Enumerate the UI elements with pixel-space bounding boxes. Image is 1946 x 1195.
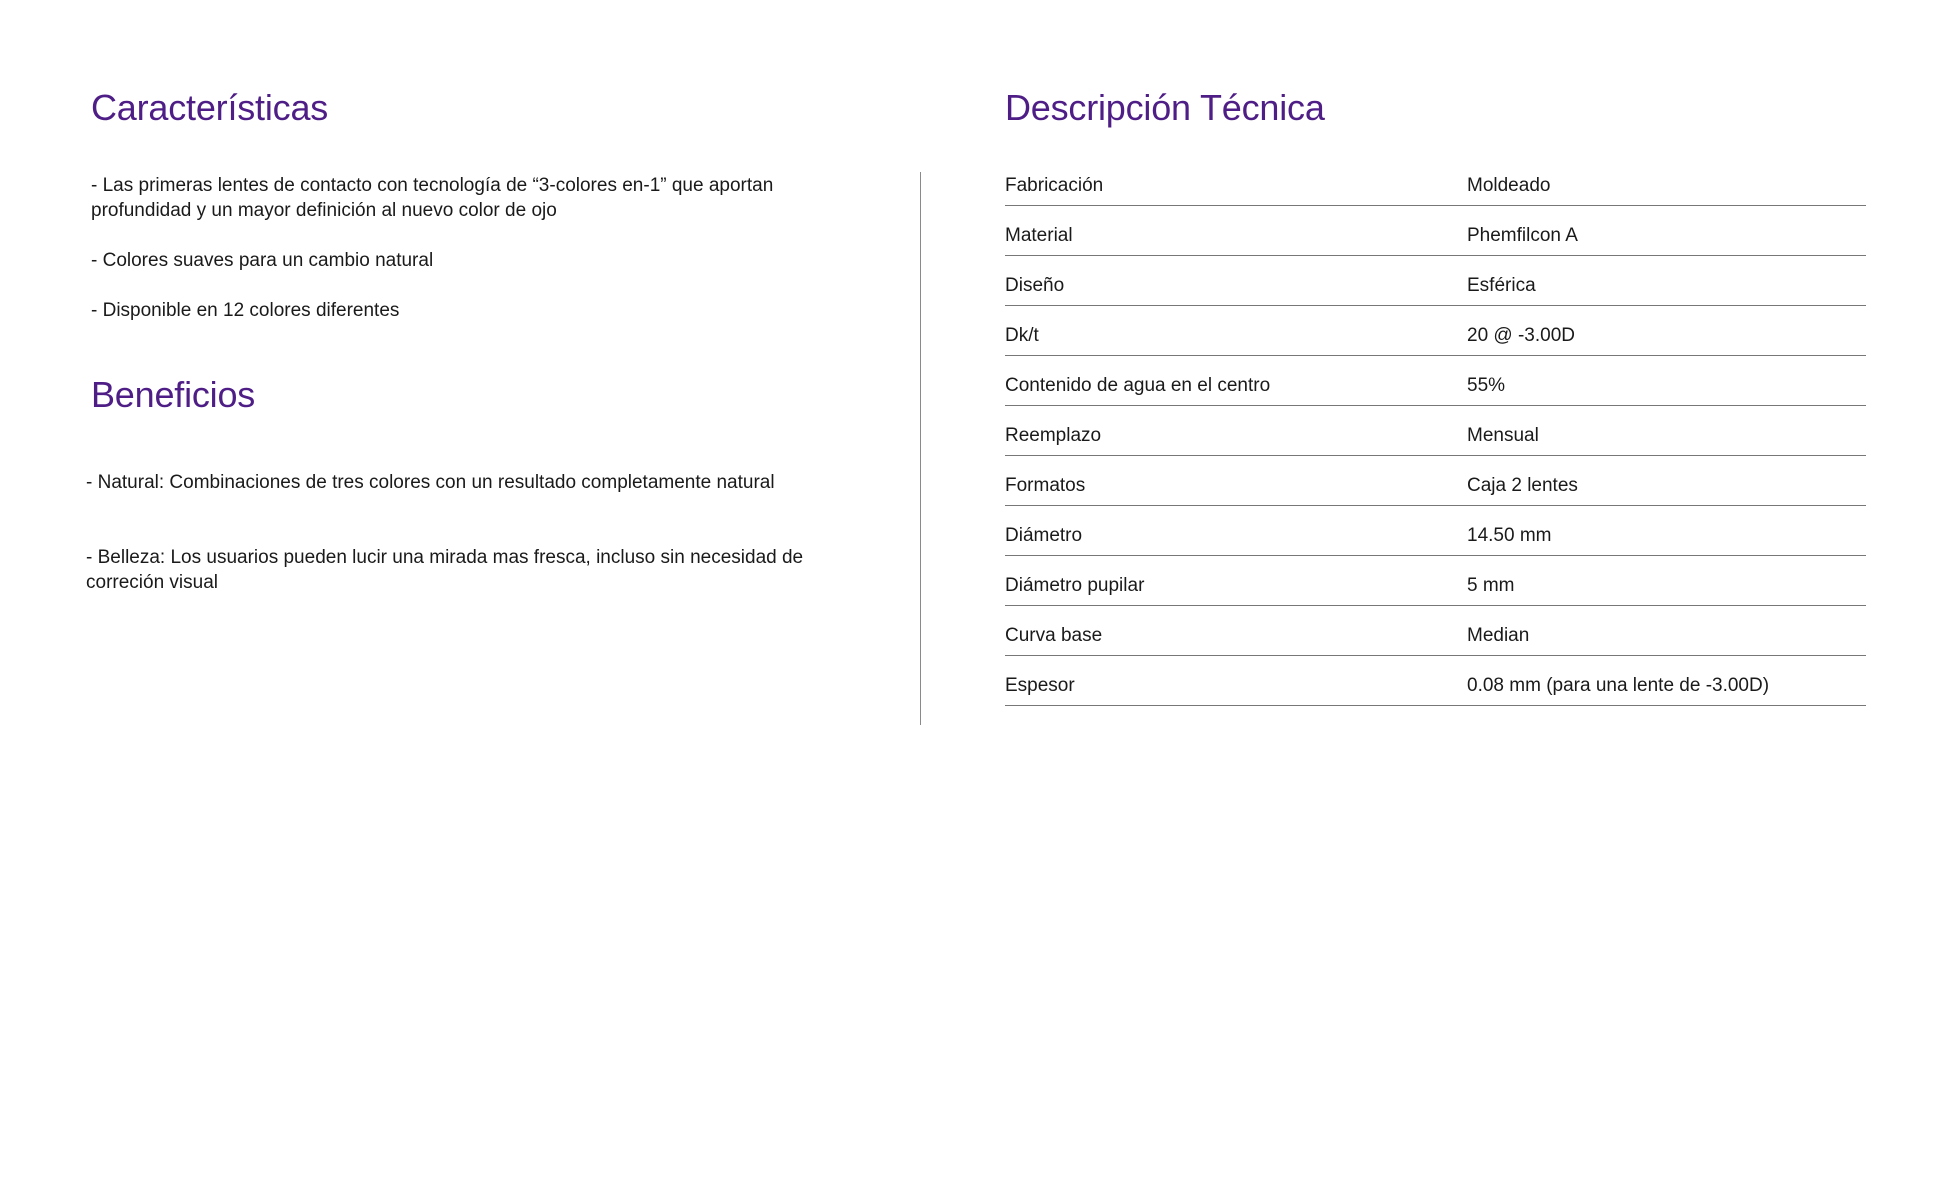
spec-row [1005,306,1866,356]
spec-row [1005,206,1866,256]
spec-value: Median [1467,625,1530,646]
spec-label: Dk/t [1005,325,1039,346]
technical-description-heading: Descripción Técnica [1005,87,1325,128]
spec-row [1005,256,1866,306]
spec-label: Reemplazo [1005,425,1102,446]
spec-value: 5 mm [1467,575,1515,596]
spec-row [1005,356,1866,406]
benefit-item: - Natural: Combinaciones de tres colores con un resultado completamente natural [86,472,775,493]
spec-label: Diámetro [1005,525,1083,546]
spec-label: Formatos [1005,475,1086,496]
spec-value: Phemfilcon A [1467,225,1578,246]
benefit-item: - Belleza: Los usuarios pueden lucir una mirada mas fresca, incluso sin necesidad de correción visual [86,547,804,593]
spec-value: Esférica [1467,275,1536,296]
benefits-heading: Beneficios [91,374,256,415]
spec-row [1005,456,1866,506]
spec-label: Fabricación [1005,175,1104,196]
spec-label: Curva base [1005,625,1103,646]
spec-row [1005,606,1866,656]
spec-value: Caja 2 lentes [1467,475,1578,496]
feature-item: - Colores suaves para un cambio natural [91,250,434,271]
spec-row [1005,155,1866,206]
spec-row [1005,406,1866,456]
spec-value: 14.50 mm [1467,525,1552,546]
feature-item: - Disponible en 12 colores diferentes [91,300,400,321]
feature-item: - Las primeras lentes de contacto con tecnología de “3-colores en-1” que aportan profundidad y un mayor definición al nuevo color de ojo [91,175,774,221]
spec-label: Contenido de agua en el centro [1005,375,1271,396]
spec-label: Diámetro pupilar [1005,575,1145,596]
spec-label: Material [1005,225,1073,246]
column-divider [920,172,921,725]
spec-value: Mensual [1467,425,1539,446]
spec-row [1005,506,1866,556]
spec-value: 55% [1467,375,1506,396]
spec-value: 20 @ -3.00D [1467,325,1576,346]
features-heading: Características [91,87,329,128]
spec-row [1005,556,1866,606]
spec-label: Espesor [1005,675,1075,696]
spec-label: Diseño [1005,275,1065,296]
spec-value: Moldeado [1467,175,1551,196]
spec-table [1005,155,1866,706]
spec-row [1005,656,1866,706]
spec-value: 0.08 mm (para una lente de -3.00D) [1467,675,1770,696]
